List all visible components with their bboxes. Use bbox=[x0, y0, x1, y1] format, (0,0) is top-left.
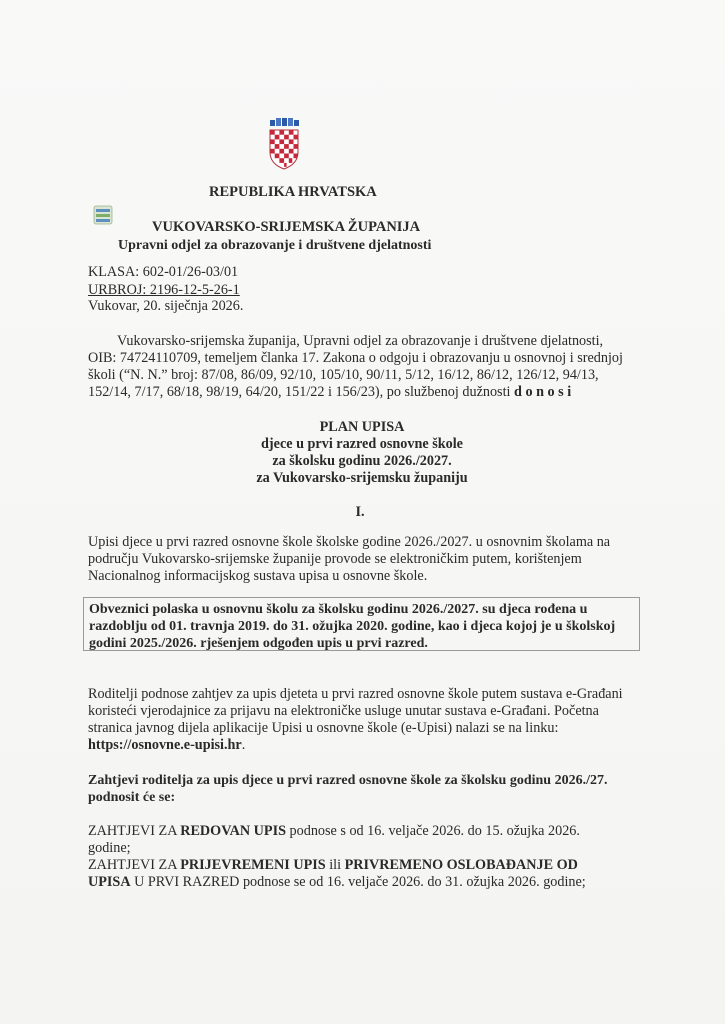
parents-line-1: Roditelji podnose zahtjev za upis djeteta u prvi razred osnovne škole putem sustava e-Građani bbox=[88, 686, 623, 702]
link-suffix: . bbox=[241, 737, 246, 753]
plan-title: PLAN UPISA bbox=[319, 419, 405, 435]
parents-line-3: stranica javnog dijela aplikacije Upisi u osnovne škole (e-Upisi) nalazi se na linku: bbox=[88, 720, 559, 736]
eligibility-line-2: razdoblju od 01. travnja 2019. do 31. ožujka 2020. godine, kao i djeca kojoj je u školskoj bbox=[89, 619, 616, 634]
section-numeral: I. bbox=[355, 504, 365, 520]
republic-heading: REPUBLIKA HRVATSKA bbox=[209, 184, 377, 200]
plan-subtitle-1: djece u prvi razred osnovne škole bbox=[261, 436, 463, 452]
early-mid: ili bbox=[325, 857, 345, 873]
early-bold-2: PRIVREMENO OSLOBAĐANJE OD bbox=[344, 857, 578, 873]
section1-line-3: Nacionalnog informacijskog sustava upisa u osnovne škole. bbox=[88, 568, 428, 584]
croatian-coat-of-arms-icon bbox=[267, 118, 301, 170]
requests-heading-2: podnosit će se: bbox=[88, 790, 176, 805]
requests-heading-1: Zahtjevi roditelja za upis djece u prvi razred osnovne škole za školsku godinu 2026./27. bbox=[88, 773, 608, 788]
regular-bold: REDOVAN UPIS bbox=[180, 823, 286, 839]
place-date: Vukovar, 20. siječnja 2026. bbox=[88, 298, 244, 314]
intro-line-4 bbox=[88, 384, 571, 401]
parents-line-4 bbox=[88, 737, 245, 754]
early-enrollment-line-1 bbox=[88, 857, 578, 874]
e-upisi-link[interactable]: https://osnovne.e-upisi.hr bbox=[88, 737, 242, 753]
intro-line-2: OIB: 74724110709, temeljem članka 17. Zakona o odgoju i obrazovanju u osnovnoj i srednjoj bbox=[88, 350, 623, 366]
plan-subtitle-3: za Vukovarsko-srijemsku županiju bbox=[256, 470, 468, 486]
early-bold-1: PRIJEVREMENI UPIS bbox=[180, 857, 326, 873]
intro-line-4-text: 152/14, 7/17, 68/18, 98/19, 64/20, 151/22 i 156/23), po službenoj dužnosti bbox=[88, 384, 511, 400]
regular-rest: podnose s od 16. veljače 2026. do 15. ožujka 2026. bbox=[286, 823, 580, 839]
early-enrollment-line-2 bbox=[88, 874, 586, 891]
early-rest: U PRVI RAZRED podnose se od 16. veljače 2026. do 31. ožujka 2026. godine; bbox=[130, 874, 586, 890]
intro-line-3: školi (“N. N.” broj: 87/08, 86/09, 92/10, 105/10, 90/11, 5/12, 16/12, 86/12, 126/12, 94/13, bbox=[88, 367, 599, 383]
regular-enrollment-line-1 bbox=[88, 823, 580, 840]
early-prefix: ZAHTJEVI ZA bbox=[88, 857, 181, 873]
eligibility-line-1: Obveznici polaska u osnovnu školu za školsku godinu 2026./2027. su djeca rođena u bbox=[89, 602, 588, 617]
parents-line-2: koristeći vjerodajnice za prijavu na elektroničke usluge unutar sustava e-Građani. Početna bbox=[88, 703, 599, 719]
urbroj-number: URBROJ: 2196-12-5-26-1 bbox=[88, 282, 240, 298]
regular-prefix: ZAHTJEVI ZA bbox=[88, 823, 181, 839]
intro-decision-word: d o n o s i bbox=[514, 384, 572, 400]
intro-line-1: Vukovarsko-srijemska županija, Upravni odjel za obrazovanje i društvene djelatnosti, bbox=[117, 333, 604, 349]
county-coat-of-arms-icon bbox=[92, 205, 114, 225]
early-bold-3: UPISA bbox=[88, 874, 131, 890]
section1-line-1: Upisi djece u prvi razred osnovne škole školske godine 2026./2027. u osnovnim školama na bbox=[88, 534, 611, 550]
department-heading: Upravni odjel za obrazovanje i društvene djelatnosti bbox=[118, 238, 432, 253]
plan-subtitle-2: za školsku godinu 2026./2027. bbox=[272, 453, 452, 469]
eligibility-line-3: godini 2025./2026. rješenjem odgođen upis u prvi razred. bbox=[89, 636, 428, 651]
section1-line-2: području Vukovarsko-srijemske županije provode se elektroničkim putem, korištenjem bbox=[88, 551, 582, 567]
regular-enrollment-line-2: godine; bbox=[88, 840, 131, 856]
county-heading: VUKOVARSKO-SRIJEMSKA ŽUPANIJA bbox=[152, 219, 421, 235]
klasa-number: KLASA: 602-01/26-03/01 bbox=[88, 264, 239, 280]
